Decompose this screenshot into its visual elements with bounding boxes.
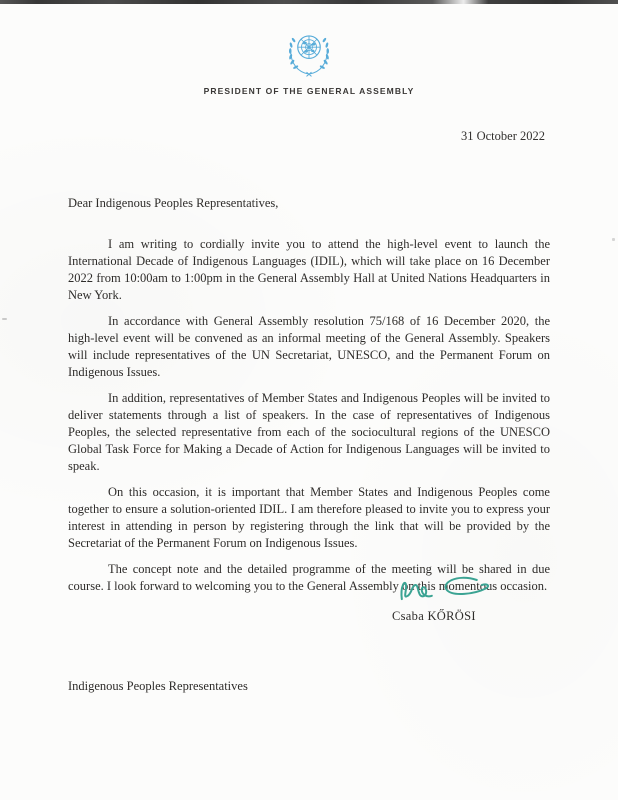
signature-block (392, 572, 552, 624)
signature-scribble-icon (396, 572, 496, 608)
paragraph: The concept note and the detailed programme of the meeting will be shared in due course. I look forward to welcoming you to the General Assembly on this momentous occasion. (68, 562, 550, 593)
addressee-line: Indigenous Peoples Representatives (68, 679, 248, 693)
scan-artifact-speck (612, 238, 615, 241)
salutation: Dear Indigenous Peoples Representatives, (68, 196, 279, 210)
paragraph: I am writing to cordially invite you to attend the high-level event to launch the International Decade of Indigenous Languages (IDIL), which will take place on 16 December 2022 from 10:00am to 1:00pm in the General Assembly Hall at United Nations Headquarters in New York. (68, 237, 550, 302)
paragraph: In addition, representatives of Member States and Indigenous Peoples will be invited to deliver statements through a list of speakers. In the case of representatives of Indigenous Peoples, the selected representative from each of the sociocultural regions of the UNESCO Global Task Force for Making a Decade of Action for Indigenous Languages will be invited to speak. (68, 391, 550, 473)
scan-artifact-speck (2, 318, 7, 320)
paragraph: On this occasion, it is important that Member States and Indigenous Peoples come together to ensure a solution-oriented IDIL. I am therefore pleased to invite you to express your interest in attending in person by registering through the link that will be provided by the Secretariat of the Permanent Forum on Indigenous Issues. (68, 485, 550, 550)
letterhead-title: PRESIDENT OF THE GENERAL ASSEMBLY (203, 86, 415, 96)
scan-artifact-top-strip (0, 0, 618, 4)
signer-name: Csaba KŐRÖSI (392, 609, 476, 623)
letterhead (0, 26, 618, 96)
date: 31 October 2022 (460, 129, 545, 143)
paragraph: In accordance with General Assembly resolution 75/168 of 16 December 2020, the high-level event will be convened as an informal meeting of the General Assembly. Speakers will include representatives of the UN Secretariat, UNESCO, and the Permanent Forum on Indigenous Issues. (68, 314, 550, 379)
un-emblem-icon (284, 26, 334, 80)
letter-body (68, 236, 550, 604)
